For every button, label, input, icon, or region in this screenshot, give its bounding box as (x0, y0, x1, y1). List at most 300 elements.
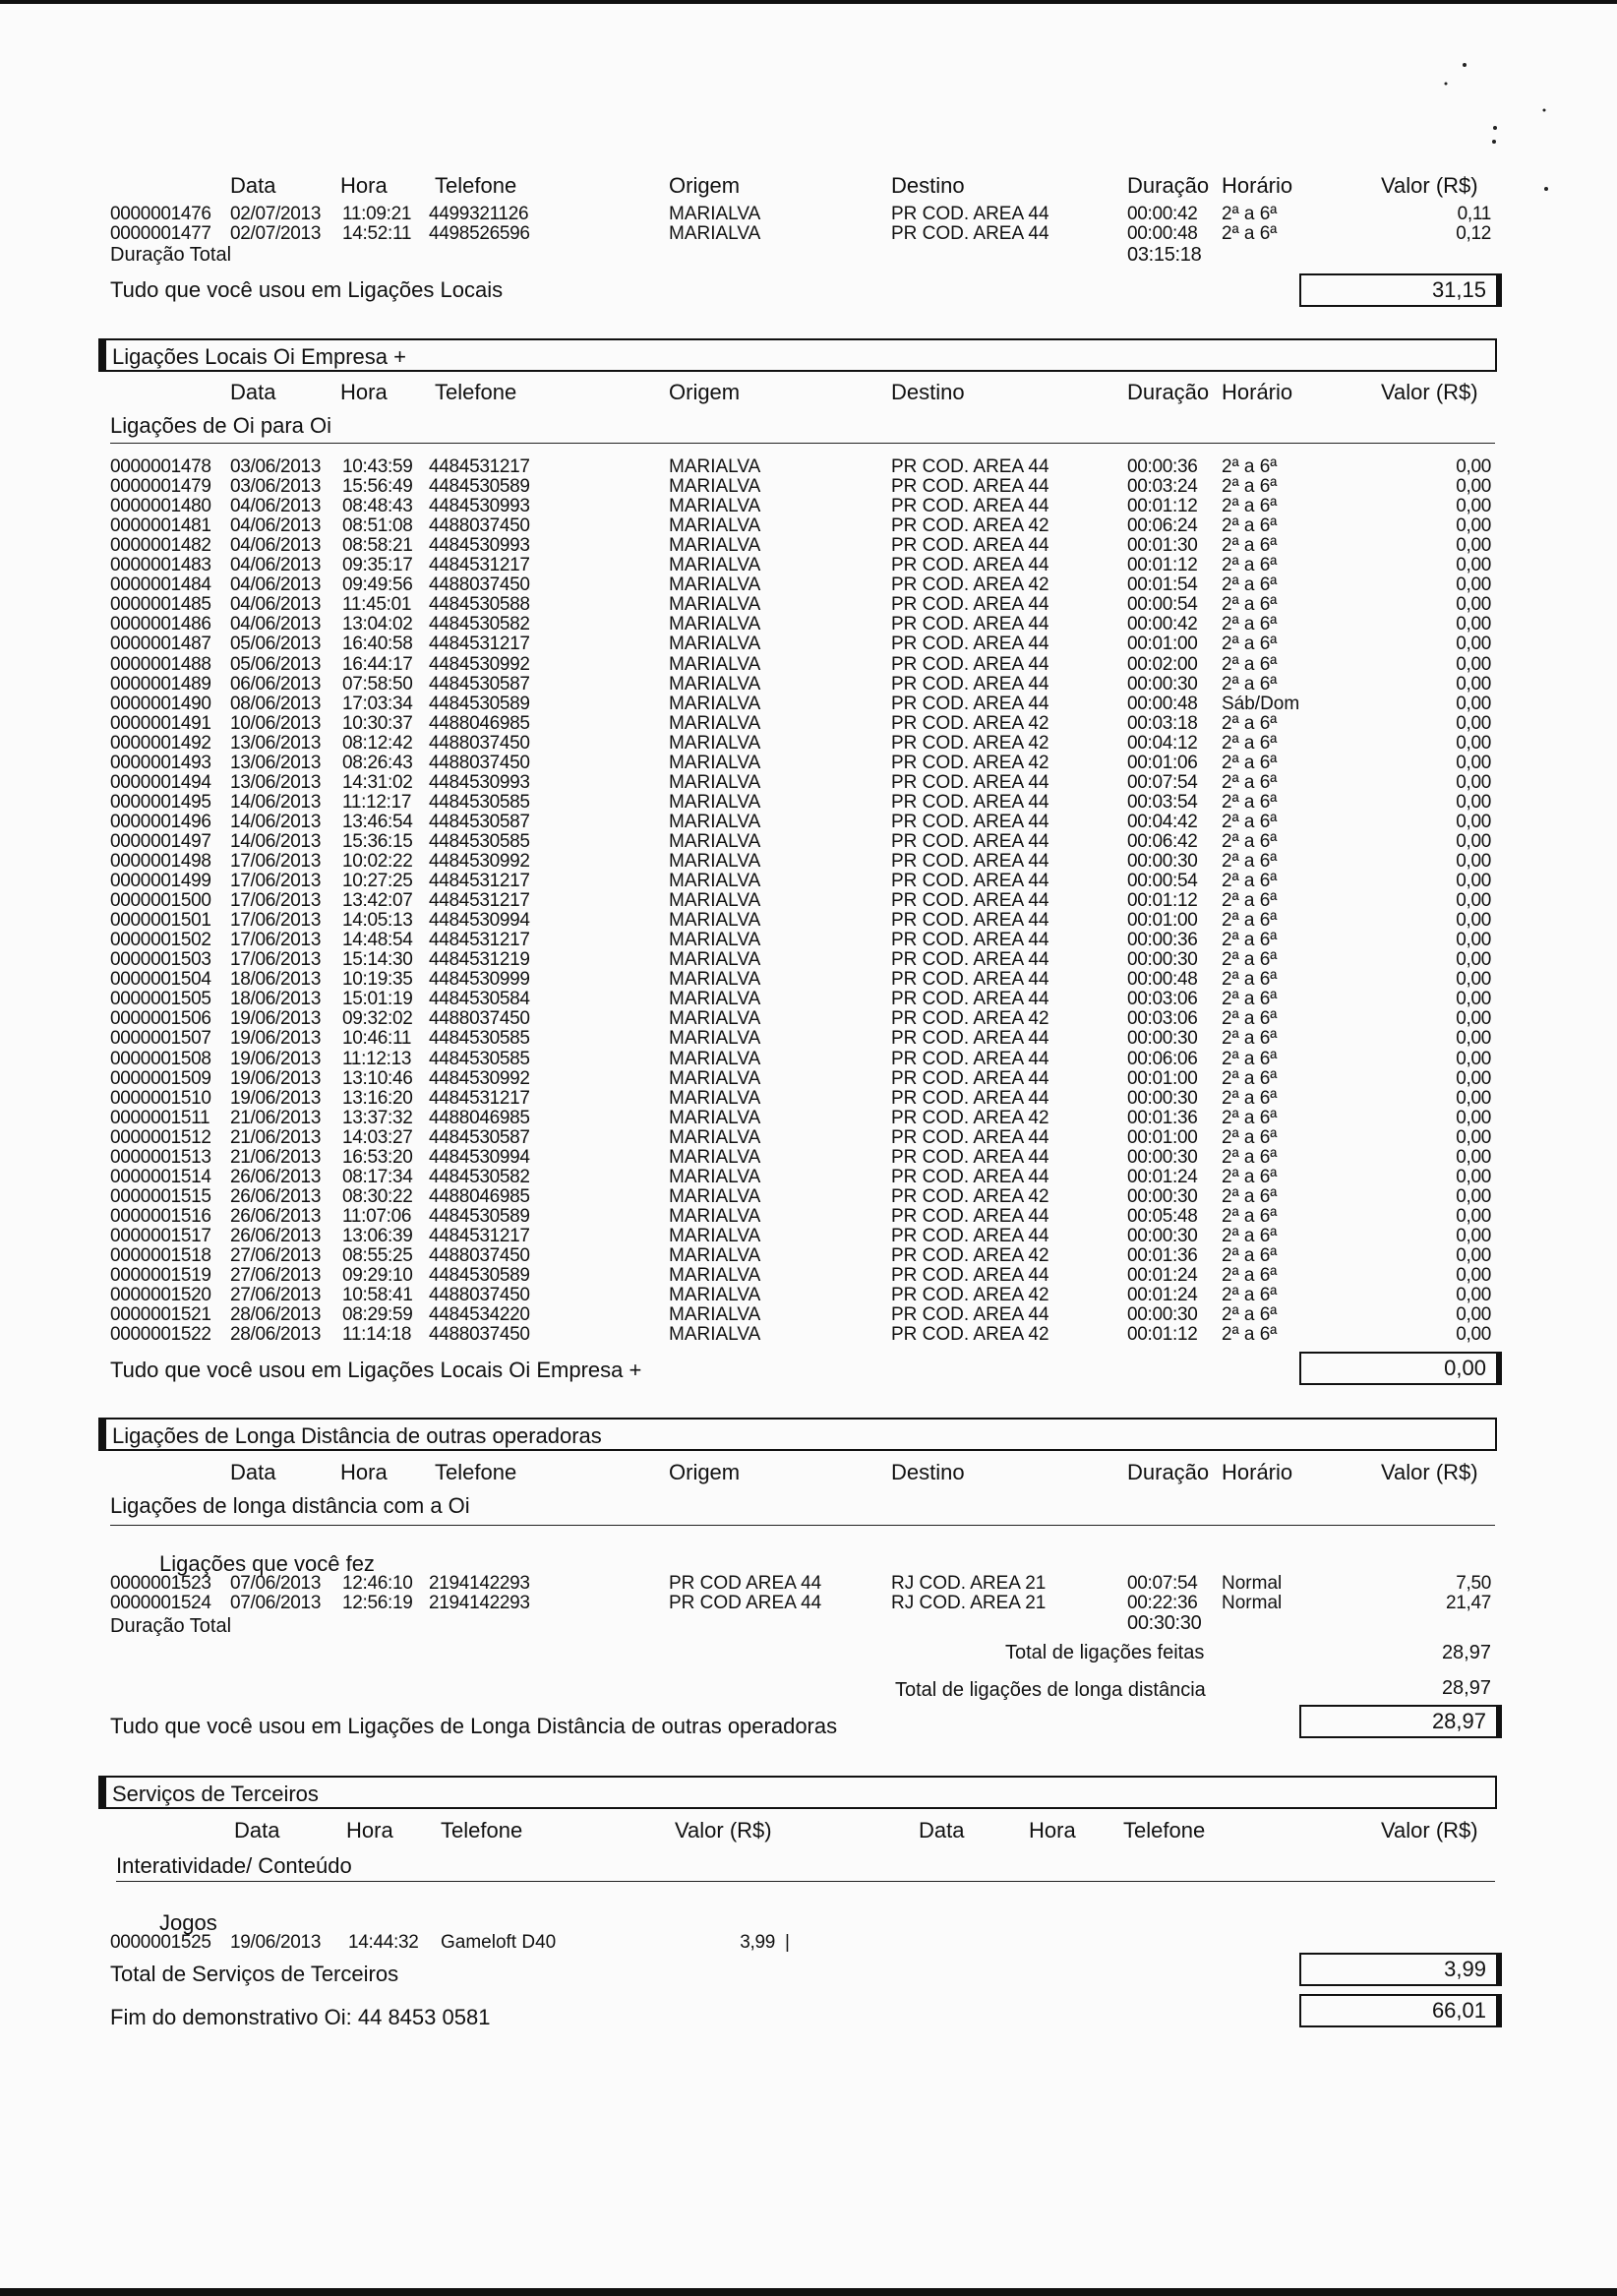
col-telefone-right: Telefone (1123, 1818, 1206, 1843)
cell-origin: MARIALVA (669, 1265, 761, 1287)
cell-time: 15:36:15 (342, 830, 413, 852)
cell-time: 10:46:11 (342, 1028, 412, 1050)
cell-dur: 00:06:42 (1127, 830, 1198, 852)
cell-phone: 4484531217 (429, 871, 530, 892)
table-row (106, 205, 1499, 224)
cell-id: 0000001479 (110, 476, 211, 498)
cell-date: 21/06/2013 (230, 1146, 322, 1168)
cell-origin: MARIALVA (669, 1146, 761, 1168)
cell-horario: Sáb/Dom (1222, 693, 1300, 714)
cell-horario: 2ª a 6ª (1222, 673, 1278, 695)
cell-horario: Normal (1222, 1573, 1283, 1594)
cell-value: 0,00 (1456, 930, 1491, 951)
cell-time: 15:14:30 (342, 949, 413, 971)
cell-dur: 00:06:06 (1127, 1048, 1198, 1069)
cell-phone: 4484531217 (429, 634, 530, 655)
cell-id: 0000001516 (110, 1205, 211, 1227)
duration-total-label: Duração Total (110, 244, 232, 266)
cell-horario: Normal (1222, 1593, 1283, 1613)
cell-phone: 4488037450 (429, 574, 530, 596)
cell-value: 0,00 (1456, 1126, 1491, 1148)
cell-phone: 4488046985 (429, 712, 530, 734)
cell-time: 12:46:10 (342, 1573, 413, 1594)
cell-value: 0,00 (1456, 910, 1491, 932)
terceiros-total-value: 3,99 (1299, 1953, 1498, 1986)
cell-origin: MARIALVA (669, 1048, 761, 1069)
cell-horario: 2ª a 6ª (1222, 851, 1278, 872)
cell-id: 0000001502 (110, 930, 211, 951)
cell-value: 0,11 (1457, 204, 1491, 224)
cell-dest: PR COD. AREA 44 (891, 1087, 1049, 1109)
cell-time: 08:55:25 (342, 1245, 413, 1266)
col-valor: Valor (R$) (1381, 380, 1478, 404)
cell-origin: MARIALVA (669, 1028, 761, 1050)
cell-date: 17/06/2013 (230, 871, 322, 892)
col-origem: Origem (669, 173, 741, 198)
col-origem: Origem (669, 380, 741, 404)
table-row (106, 1069, 1499, 1089)
table-row: 0000001525 19/06/2013 14:44:32 Gameloft D40 3,99 | (110, 1932, 790, 1953)
cell-id: 0000001503 (110, 949, 211, 971)
cell-time: 13:16:20 (342, 1087, 413, 1109)
cell-time: 09:32:02 (342, 1008, 413, 1030)
cell-horario: 2ª a 6ª (1222, 732, 1278, 754)
terceiros-group-label: Jogos (159, 1910, 217, 1935)
cell-origin: MARIALVA (669, 223, 761, 244)
cell-horario: 2ª a 6ª (1222, 1107, 1278, 1128)
cell-dest: PR COD. AREA 44 (891, 535, 1049, 557)
cell-dur: 00:00:48 (1127, 223, 1198, 244)
table-row (106, 1128, 1499, 1148)
cell-id: 0000001497 (110, 830, 211, 852)
cell-id: 0000001495 (110, 791, 211, 813)
cell-value: 0,00 (1456, 890, 1491, 912)
cell-id: 0000001519 (110, 1265, 211, 1287)
cell-dest: PR COD. AREA 44 (891, 949, 1049, 971)
table-row (106, 575, 1499, 595)
longa-duration-total-value: 00:30:30 (1127, 1612, 1202, 1634)
cell-dest: PR COD. AREA 44 (891, 811, 1049, 832)
cell-id: 0000001485 (110, 594, 211, 616)
cell-phone: 2194142293 (429, 1573, 530, 1594)
cell-horario: 2ª a 6ª (1222, 1324, 1278, 1346)
cell-dur: 00:00:30 (1127, 1087, 1198, 1109)
cell-origin: MARIALVA (669, 771, 761, 793)
col-telefone: Telefone (435, 173, 517, 198)
cell-id: 0000001506 (110, 1008, 211, 1030)
cell-dest: PR COD. AREA 42 (891, 1285, 1049, 1306)
cell-dest: PR COD. AREA 44 (891, 1067, 1049, 1089)
col-telefone: Telefone (441, 1818, 523, 1843)
footer-total-value: 66,01 (1299, 1994, 1498, 2027)
col-hora: Hora (340, 380, 388, 404)
cell-phone: 2194142293 (429, 1593, 530, 1613)
cell-horario: 2ª a 6ª (1222, 1245, 1278, 1266)
cell-horario: 2ª a 6ª (1222, 830, 1278, 852)
cell-date: 28/06/2013 (230, 1324, 322, 1346)
cell-date: 26/06/2013 (230, 1205, 322, 1227)
cell-id: 0000001501 (110, 910, 211, 932)
cell-origin: MARIALVA (669, 673, 761, 695)
cell-phone: 4484534220 (429, 1304, 530, 1326)
cell-date: 17/06/2013 (230, 930, 322, 951)
cell-id: 0000001521 (110, 1304, 211, 1326)
col-horario: Horário (1222, 173, 1293, 198)
cell-dest: PR COD. AREA 44 (891, 851, 1049, 872)
cell-time: 16:53:20 (342, 1146, 413, 1168)
table-row (106, 457, 1499, 477)
cell-origin: PR COD AREA 44 (669, 1593, 822, 1613)
cell-time: 08:51:08 (342, 515, 413, 537)
cell-value: 0,00 (1456, 496, 1491, 517)
cell-phone: 4484530587 (429, 811, 530, 832)
cell-dest: PR COD. AREA 42 (891, 752, 1049, 773)
cell-dur: 00:01:12 (1127, 496, 1198, 517)
cell-dest: PR COD. AREA 42 (891, 515, 1049, 537)
cell-value: 0,00 (1456, 989, 1491, 1010)
table-row (106, 1168, 1499, 1187)
cell-dest: PR COD. AREA 42 (891, 574, 1049, 596)
table-row (106, 536, 1499, 556)
value-separator: | (785, 1932, 790, 1953)
cell-phone: 4484530993 (429, 496, 530, 517)
cell-date: 05/06/2013 (230, 634, 322, 655)
cell-dur: 00:00:30 (1127, 1028, 1198, 1050)
table-row (106, 1187, 1499, 1207)
table-row (106, 224, 1499, 244)
cell-dur: 00:01:36 (1127, 1245, 1198, 1266)
cell-horario: 2ª a 6ª (1222, 910, 1278, 932)
cell-time: 10:02:22 (342, 851, 413, 872)
col-destino: Destino (891, 173, 965, 198)
section-title: Serviços de Terceiros (112, 1782, 319, 1806)
table-row (106, 477, 1499, 497)
cell-phone: 4484531217 (429, 890, 530, 912)
cell-dest: PR COD. AREA 42 (891, 1008, 1049, 1030)
cell-origin: MARIALVA (669, 1324, 761, 1346)
cell-dest: PR COD. AREA 44 (891, 1205, 1049, 1227)
cell-value: 0,00 (1456, 1087, 1491, 1109)
cell-origin: MARIALVA (669, 732, 761, 754)
cell-dur: 00:01:54 (1127, 574, 1198, 596)
cell-horario: 2ª a 6ª (1222, 871, 1278, 892)
cell-phone: 4488037450 (429, 1285, 530, 1306)
cell-id: 0000001480 (110, 496, 211, 517)
cell-date: 26/06/2013 (230, 1166, 322, 1187)
cell-date: 14/06/2013 (230, 830, 322, 852)
table-row (106, 1246, 1499, 1266)
cell-time: 14:31:02 (342, 771, 413, 793)
cell-date: 04/06/2013 (230, 614, 322, 635)
col-duracao: Duração (1127, 1460, 1210, 1484)
table-row (106, 615, 1499, 634)
longa-duration-total-label: Duração Total (110, 1615, 232, 1637)
cell-dur: 00:05:48 (1127, 1205, 1198, 1227)
cell-dest: PR COD. AREA 44 (891, 673, 1049, 695)
cell-value: 0,00 (1456, 830, 1491, 852)
cell-id: 0000001504 (110, 969, 211, 991)
cell-origin: MARIALVA (669, 1245, 761, 1266)
cell-time: 14:05:13 (342, 910, 413, 932)
section-longa-header (98, 1418, 1497, 1451)
cell-dur: 00:01:00 (1127, 910, 1198, 932)
cell-dest: PR COD. AREA 44 (891, 614, 1049, 635)
cell-phone: 4484530992 (429, 851, 530, 872)
cell-date: 05/06/2013 (230, 653, 322, 675)
table-row (106, 911, 1499, 931)
cell-id: 0000001505 (110, 989, 211, 1010)
cell-phone: 4484530993 (429, 535, 530, 557)
cell-origin: MARIALVA (669, 1107, 761, 1128)
cell-horario: 2ª a 6ª (1222, 555, 1278, 576)
col-valor: Valor (R$) (1381, 1460, 1478, 1484)
cell-horario: 2ª a 6ª (1222, 1225, 1278, 1246)
cell-date: 03/06/2013 (230, 476, 322, 498)
table-row (106, 773, 1499, 793)
cell-dur: 00:03:06 (1127, 1008, 1198, 1030)
cell-value: 0,00 (1456, 693, 1491, 714)
table-row (106, 655, 1499, 675)
table-row (106, 990, 1499, 1009)
longa-summary-value: 28,97 (1299, 1705, 1498, 1738)
cell-phone: 4498526596 (429, 223, 530, 244)
cell-date: 21/06/2013 (230, 1107, 322, 1128)
col-valor-left: Valor (R$) (675, 1818, 772, 1843)
table-row (106, 1089, 1499, 1109)
cell-date: 08/06/2013 (230, 693, 322, 714)
cell-dest: PR COD. AREA 42 (891, 1324, 1049, 1346)
cell-dest: PR COD. AREA 44 (891, 1028, 1049, 1050)
section-title: Ligações de Longa Distância de outras operadoras (112, 1423, 602, 1448)
cell-value: 0,00 (1456, 574, 1491, 596)
cell-value: 0,00 (1456, 1245, 1491, 1266)
cell-time: 08:17:34 (342, 1166, 413, 1187)
cell-phone: 4484530585 (429, 1028, 530, 1050)
cell-time: 10:43:59 (342, 456, 413, 477)
cell-phone: 4484530992 (429, 1067, 530, 1089)
col-data: Data (234, 1818, 280, 1843)
cell-date: 21/06/2013 (230, 1126, 322, 1148)
cell-value: 0,00 (1456, 1048, 1491, 1069)
cell-date: 17/06/2013 (230, 851, 322, 872)
cell-dest: PR COD. AREA 44 (891, 476, 1049, 498)
col-data: Data (230, 1460, 276, 1484)
col-horario: Horário (1222, 380, 1293, 404)
table-row (106, 950, 1499, 970)
table-row (106, 675, 1499, 695)
cell-phone: 4484530992 (429, 653, 530, 675)
total-feitas-label: Total de ligações feitas (1005, 1642, 1205, 1663)
col-data: Data (230, 380, 276, 404)
cell-horario: 2ª a 6ª (1222, 1205, 1278, 1227)
table-row (106, 931, 1499, 950)
cell-phone: 4484530584 (429, 989, 530, 1010)
cell-value: 0,12 (1456, 223, 1491, 244)
cell-time: 11:14:18 (342, 1324, 412, 1346)
cell-date: 04/06/2013 (230, 535, 322, 557)
cell-time: 11:12:13 (342, 1048, 412, 1069)
divider (110, 443, 1495, 444)
cell-origin: MARIALVA (669, 1008, 761, 1030)
table-row (106, 872, 1499, 891)
cell-origin: MARIALVA (669, 1304, 761, 1326)
cell-id: 0000001476 (110, 204, 211, 224)
cell-horario: 2ª a 6ª (1222, 1304, 1278, 1326)
cell-origin: MARIALVA (669, 930, 761, 951)
cell-value: 0,00 (1456, 1107, 1491, 1128)
cell-date: 17/06/2013 (230, 949, 322, 971)
cell-date: 19/06/2013 (230, 1048, 322, 1069)
cell-value: 0,00 (1456, 456, 1491, 477)
cell-id: 0000001489 (110, 673, 211, 695)
cell-dur: 00:01:12 (1127, 555, 1198, 576)
cell-dur: 00:00:54 (1127, 594, 1198, 616)
col-duracao: Duração (1127, 380, 1210, 404)
cell-dest: RJ COD. AREA 21 (891, 1573, 1047, 1594)
table-row (106, 1148, 1499, 1168)
table-row (106, 813, 1499, 832)
cell-dur: 00:03:24 (1127, 476, 1198, 498)
terceiros-total-label: Total de Serviços de Terceiros (110, 1962, 399, 1986)
cell-origin: MARIALVA (669, 830, 761, 852)
cell-horario: 2ª a 6ª (1222, 1067, 1278, 1089)
cell-dur: 00:00:30 (1127, 1185, 1198, 1207)
footer-label: Fim do demonstrativo Oi: 44 8453 0581 (110, 2005, 491, 2029)
divider (110, 1525, 1495, 1526)
cell-dur: 00:22:36 (1127, 1593, 1198, 1613)
table-row (106, 516, 1499, 536)
cell-time: 08:29:59 (342, 1304, 413, 1326)
cell-date: 02/07/2013 (230, 204, 322, 224)
cell-origin: MARIALVA (669, 949, 761, 971)
cell-id: 0000001522 (110, 1324, 211, 1346)
cell-date: 07/06/2013 (230, 1573, 322, 1594)
table-row (106, 1227, 1499, 1246)
table-row (106, 1325, 1499, 1345)
col-data: Data (230, 173, 276, 198)
cell-horario: 2ª a 6ª (1222, 1146, 1278, 1168)
cell-id: 0000001484 (110, 574, 211, 596)
cell-phone: 4484530585 (429, 1048, 530, 1069)
cell-horario: 2ª a 6ª (1222, 456, 1278, 477)
cell-value: 0,00 (1456, 969, 1491, 991)
cell-time: 09:29:10 (342, 1265, 413, 1287)
cell-dur: 00:00:36 (1127, 930, 1198, 951)
cell-dest: PR COD. AREA 44 (891, 1304, 1049, 1326)
cell-phone: 4484531217 (429, 555, 530, 576)
cell-dest: PR COD. AREA 44 (891, 1146, 1049, 1168)
cell-date: 13/06/2013 (230, 732, 322, 754)
cell-value: 0,00 (1456, 1067, 1491, 1089)
cell-time: 07:58:50 (342, 673, 413, 695)
table-row (106, 754, 1499, 773)
cell-horario: 2ª a 6ª (1222, 969, 1278, 991)
cell-time: 16:40:58 (342, 634, 413, 655)
cell-origin: MARIALVA (669, 910, 761, 932)
cell-dest: PR COD. AREA 44 (891, 871, 1049, 892)
table-row (106, 1574, 1499, 1594)
total-ld-label: Total de ligações de longa distância (895, 1679, 1206, 1701)
cell-horario: 2ª a 6ª (1222, 930, 1278, 951)
cell-horario: 2ª a 6ª (1222, 1126, 1278, 1148)
col-data-right: Data (919, 1818, 965, 1843)
cell-origin: MARIALVA (669, 496, 761, 517)
cell-phone: 4488037450 (429, 1008, 530, 1030)
cell-phone: 4488037450 (429, 1324, 530, 1346)
cell-time: 13:06:39 (342, 1225, 413, 1246)
cell-id: 0000001491 (110, 712, 211, 734)
cell-horario: 2ª a 6ª (1222, 949, 1278, 971)
cell-dur: 00:01:00 (1127, 1067, 1198, 1089)
cell-date: 04/06/2013 (230, 574, 322, 596)
cell-horario: 2ª a 6ª (1222, 496, 1278, 517)
cell-date: 18/06/2013 (230, 969, 322, 991)
cell-dur: 00:00:48 (1127, 969, 1198, 991)
cell-id: 0000001487 (110, 634, 211, 655)
cell-dest: PR COD. AREA 44 (891, 989, 1049, 1010)
col-valor-right: Valor (R$) (1381, 1818, 1478, 1843)
cell-origin: MARIALVA (669, 653, 761, 675)
cell-date: 19/06/2013 (230, 1067, 322, 1089)
cell-time: 08:12:42 (342, 732, 413, 754)
cell-horario: 2ª a 6ª (1222, 574, 1278, 596)
cell-dest: PR COD. AREA 42 (891, 1185, 1049, 1207)
cell-horario: 2ª a 6ª (1222, 535, 1278, 557)
cell-date: 13/06/2013 (230, 771, 322, 793)
cell-id: 0000001492 (110, 732, 211, 754)
cell-horario: 2ª a 6ª (1222, 653, 1278, 675)
table-row (106, 1050, 1499, 1069)
cell-time: 17:03:34 (342, 693, 413, 714)
cell-phone: 4484530589 (429, 476, 530, 498)
duration-total-value: 03:15:18 (1127, 244, 1202, 266)
cell-time: 13:10:46 (342, 1067, 413, 1089)
table-row (106, 695, 1499, 714)
longa-group-label: Ligações que você fez (159, 1551, 375, 1576)
cell-phone: 4484530999 (429, 969, 530, 991)
cell-origin: MARIALVA (669, 791, 761, 813)
cell-value: 0,00 (1456, 515, 1491, 537)
cell-id: 0000001477 (110, 223, 211, 244)
cell-horario: 2ª a 6ª (1222, 476, 1278, 498)
cell-dur: 00:00:36 (1127, 456, 1198, 477)
cell-phone: 4484530587 (429, 673, 530, 695)
cell-id: 0000001513 (110, 1146, 211, 1168)
cell-horario: 2ª a 6ª (1222, 890, 1278, 912)
cell-dest: PR COD. AREA 44 (891, 555, 1049, 576)
cell-dur: 00:00:30 (1127, 949, 1198, 971)
cell-origin: MARIALVA (669, 456, 761, 477)
cell-phone: 4488046985 (429, 1185, 530, 1207)
col-hora: Hora (346, 1818, 393, 1843)
cell-origin: MARIALVA (669, 1225, 761, 1246)
cell-dur: 00:01:12 (1127, 1324, 1198, 1346)
cell-time: 11:12:17 (342, 791, 412, 813)
cell-value: 0,00 (1456, 1225, 1491, 1246)
cell-dest: PR COD. AREA 44 (891, 1048, 1049, 1069)
table-row (106, 497, 1499, 516)
cell-dur: 00:00:30 (1127, 1225, 1198, 1246)
cell-origin: MARIALVA (669, 634, 761, 655)
cell-value: 0,00 (1456, 1185, 1491, 1207)
total-ld-value: 28,97 (1441, 1677, 1491, 1699)
cell-time: 14:48:54 (342, 930, 413, 951)
cell-value: 0,00 (1456, 851, 1491, 872)
section-terceiros-header (98, 1776, 1497, 1809)
cell-date: 03/06/2013 (230, 456, 322, 477)
col-horario: Horário (1222, 1460, 1293, 1484)
cell-date: 19/06/2013 (230, 1008, 322, 1030)
